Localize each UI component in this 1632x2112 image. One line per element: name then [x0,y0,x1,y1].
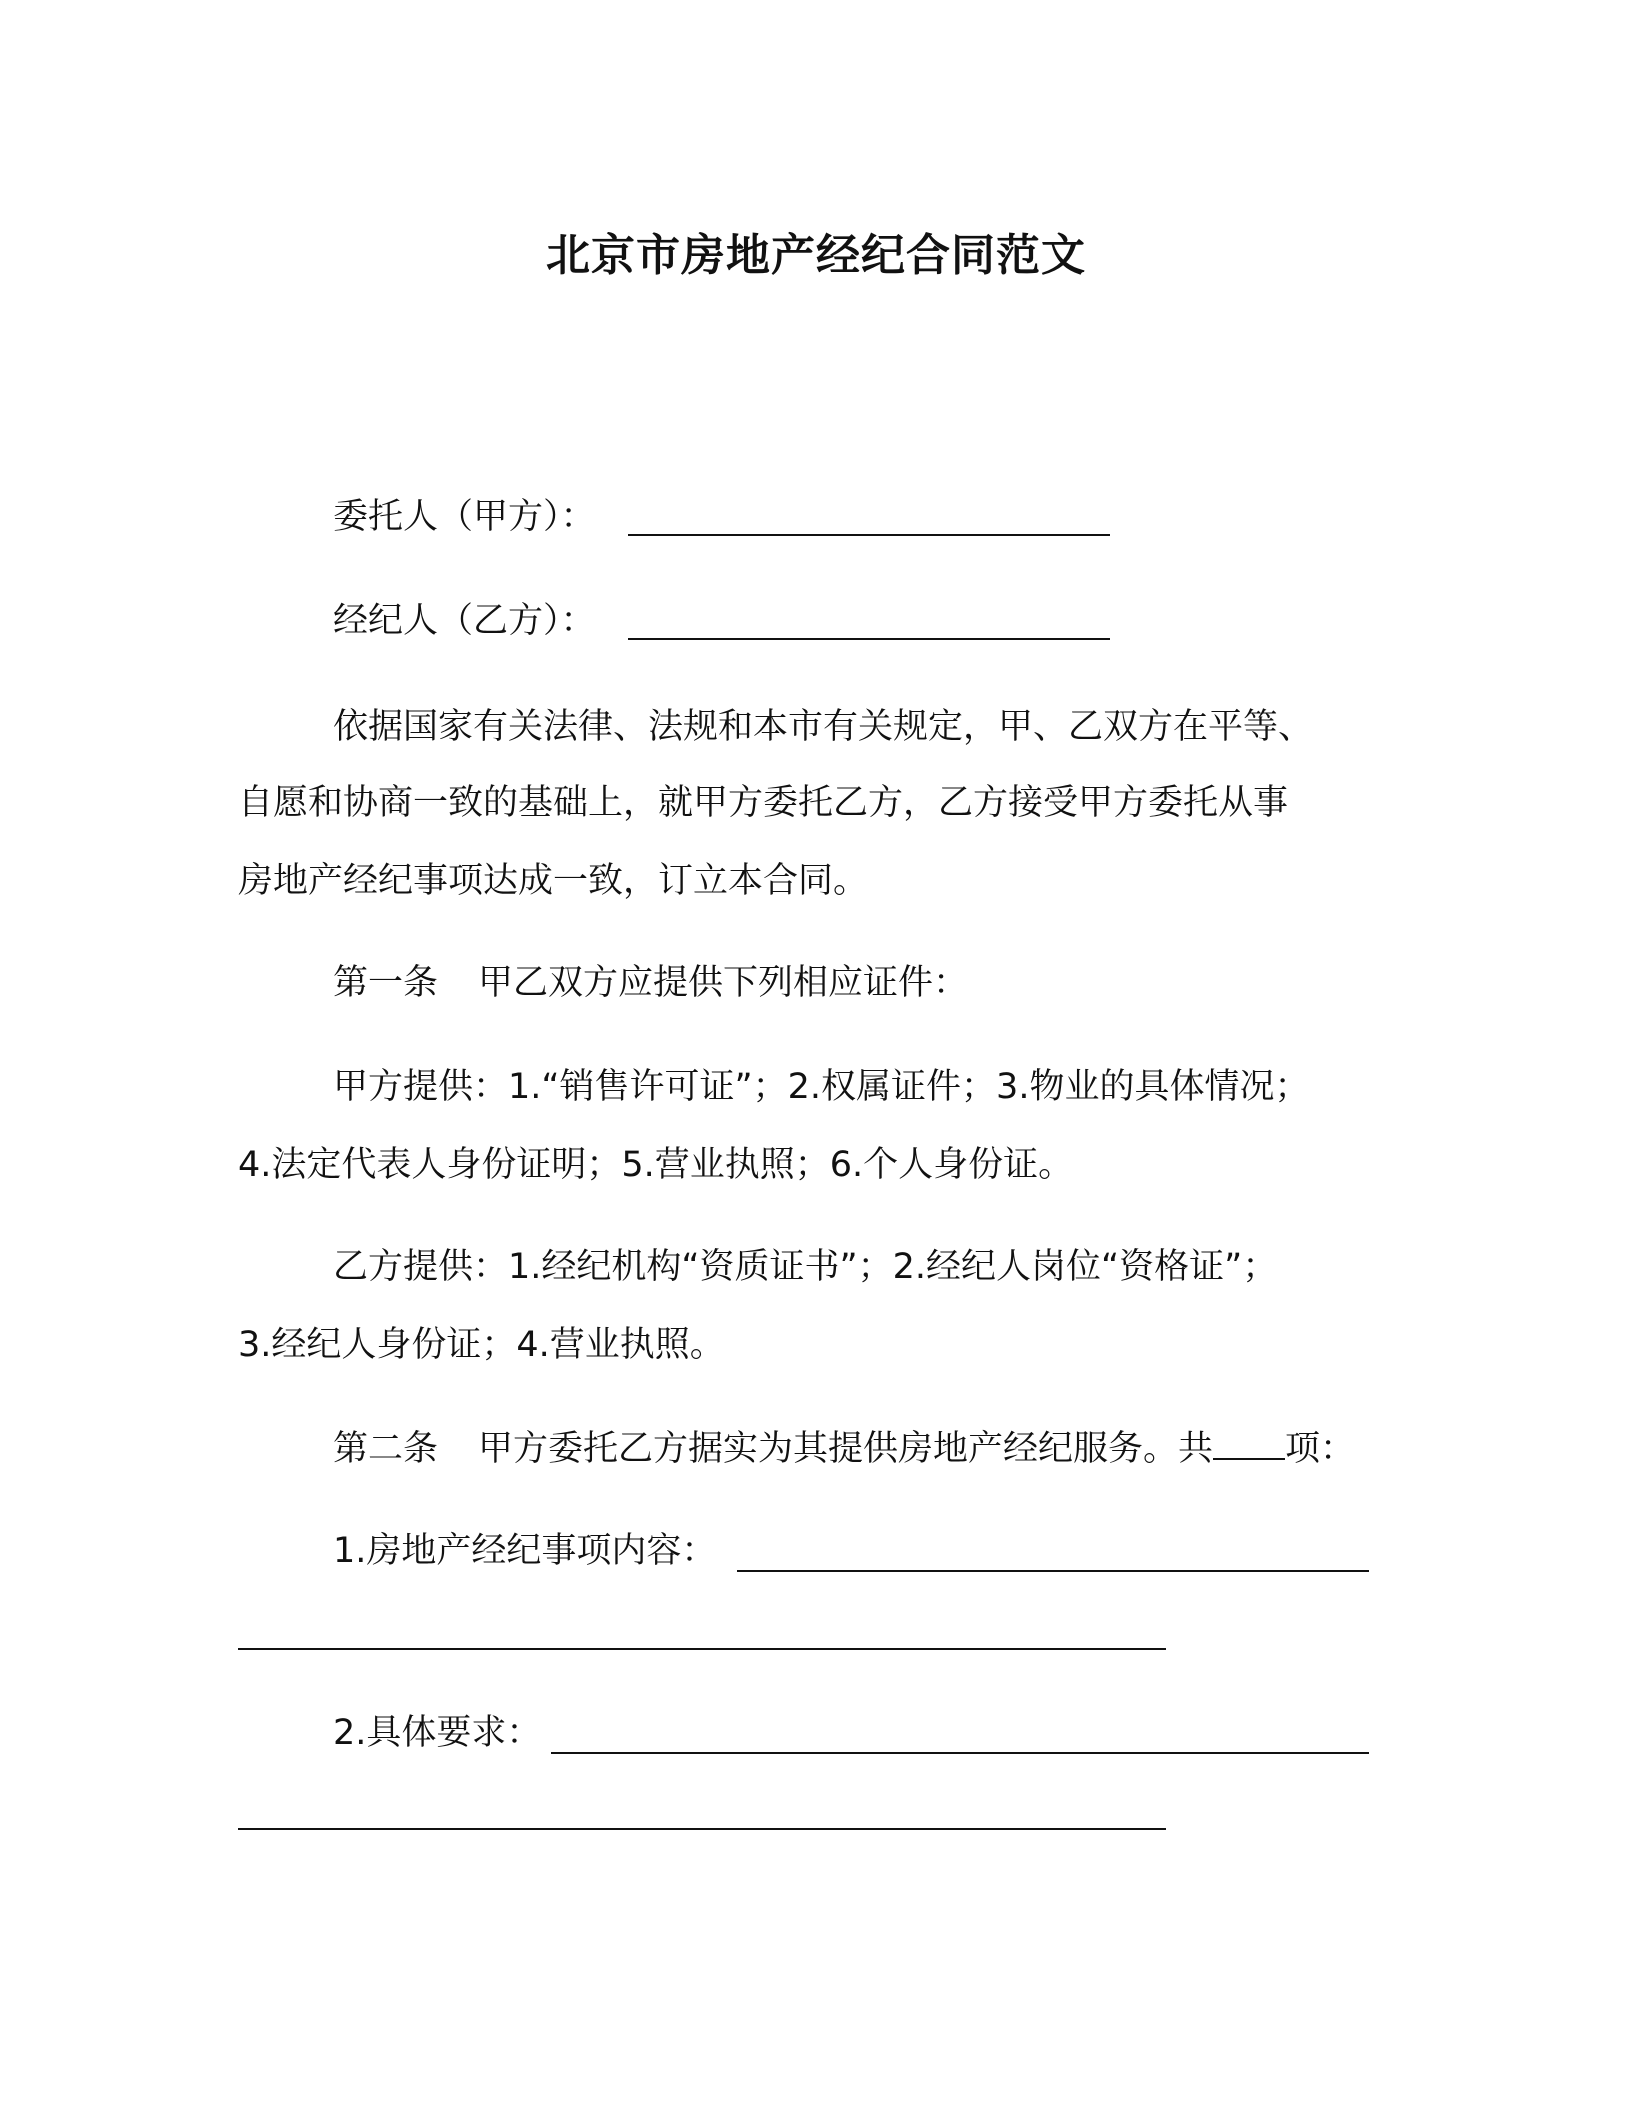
article-2-text-end: 项： [1285,1429,1356,1469]
item-1-line [333,1526,716,1576]
item-2-blank[interactable] [551,1752,1369,1754]
item-2-line [333,1708,541,1758]
article-1-text: 甲乙双方应提供下列相应证件： [478,963,969,1003]
article-2-number: 第二条 [333,1429,439,1469]
party-b-docs-line-1: 乙方提供：1.经纪机构“资质证书”；2.经纪人岗位“资格证”； [333,1247,1278,1287]
intro-line-2: 自愿和协商一致的基础上，就甲方委托乙方，乙方接受甲方委托从事 [238,783,1289,823]
party-a-docs-line-2: 4.法定代表人身份证明；5.营业执照；6.个人身份证。 [238,1145,1074,1185]
item-2-blank-continued[interactable] [238,1828,1166,1830]
article-1-heading [333,958,968,1008]
item-2-label: 2.具体要求： [333,1713,542,1753]
article-2-heading [333,1422,1355,1474]
article-2-text: 甲方委托乙方据实为其提供房地产经纪服务。共 [478,1429,1214,1469]
party-b-label: 经纪人（乙方）： [333,601,596,641]
article-1-number: 第一条 [333,963,439,1003]
party-a-label: 委托人（甲方）： [333,497,596,537]
item-1-blank[interactable] [737,1570,1369,1572]
party-b-docs-line-2: 3.经纪人身份证；4.营业执照。 [238,1325,725,1365]
item-1-label: 1.房地产经纪事项内容： [333,1531,717,1571]
document-title: 北京市房地产经纪合同范文 [546,230,1086,281]
intro-line-3: 房地产经纪事项达成一致，订立本合同。 [238,861,869,901]
service-count-blank[interactable] [1213,1422,1285,1460]
party-a-docs-line-1: 甲方提供：1.“销售许可证”；2.权属证件；3.物业的具体情况； [333,1067,1310,1107]
item-1-blank-continued[interactable] [238,1648,1166,1650]
party-a-blank[interactable] [628,534,1110,536]
party-a-line [333,492,596,542]
party-b-blank[interactable] [628,638,1110,640]
intro-line-1: 依据国家有关法律、法规和本市有关规定，甲、乙双方在平等、 [333,707,1314,747]
party-b-line [333,596,596,646]
